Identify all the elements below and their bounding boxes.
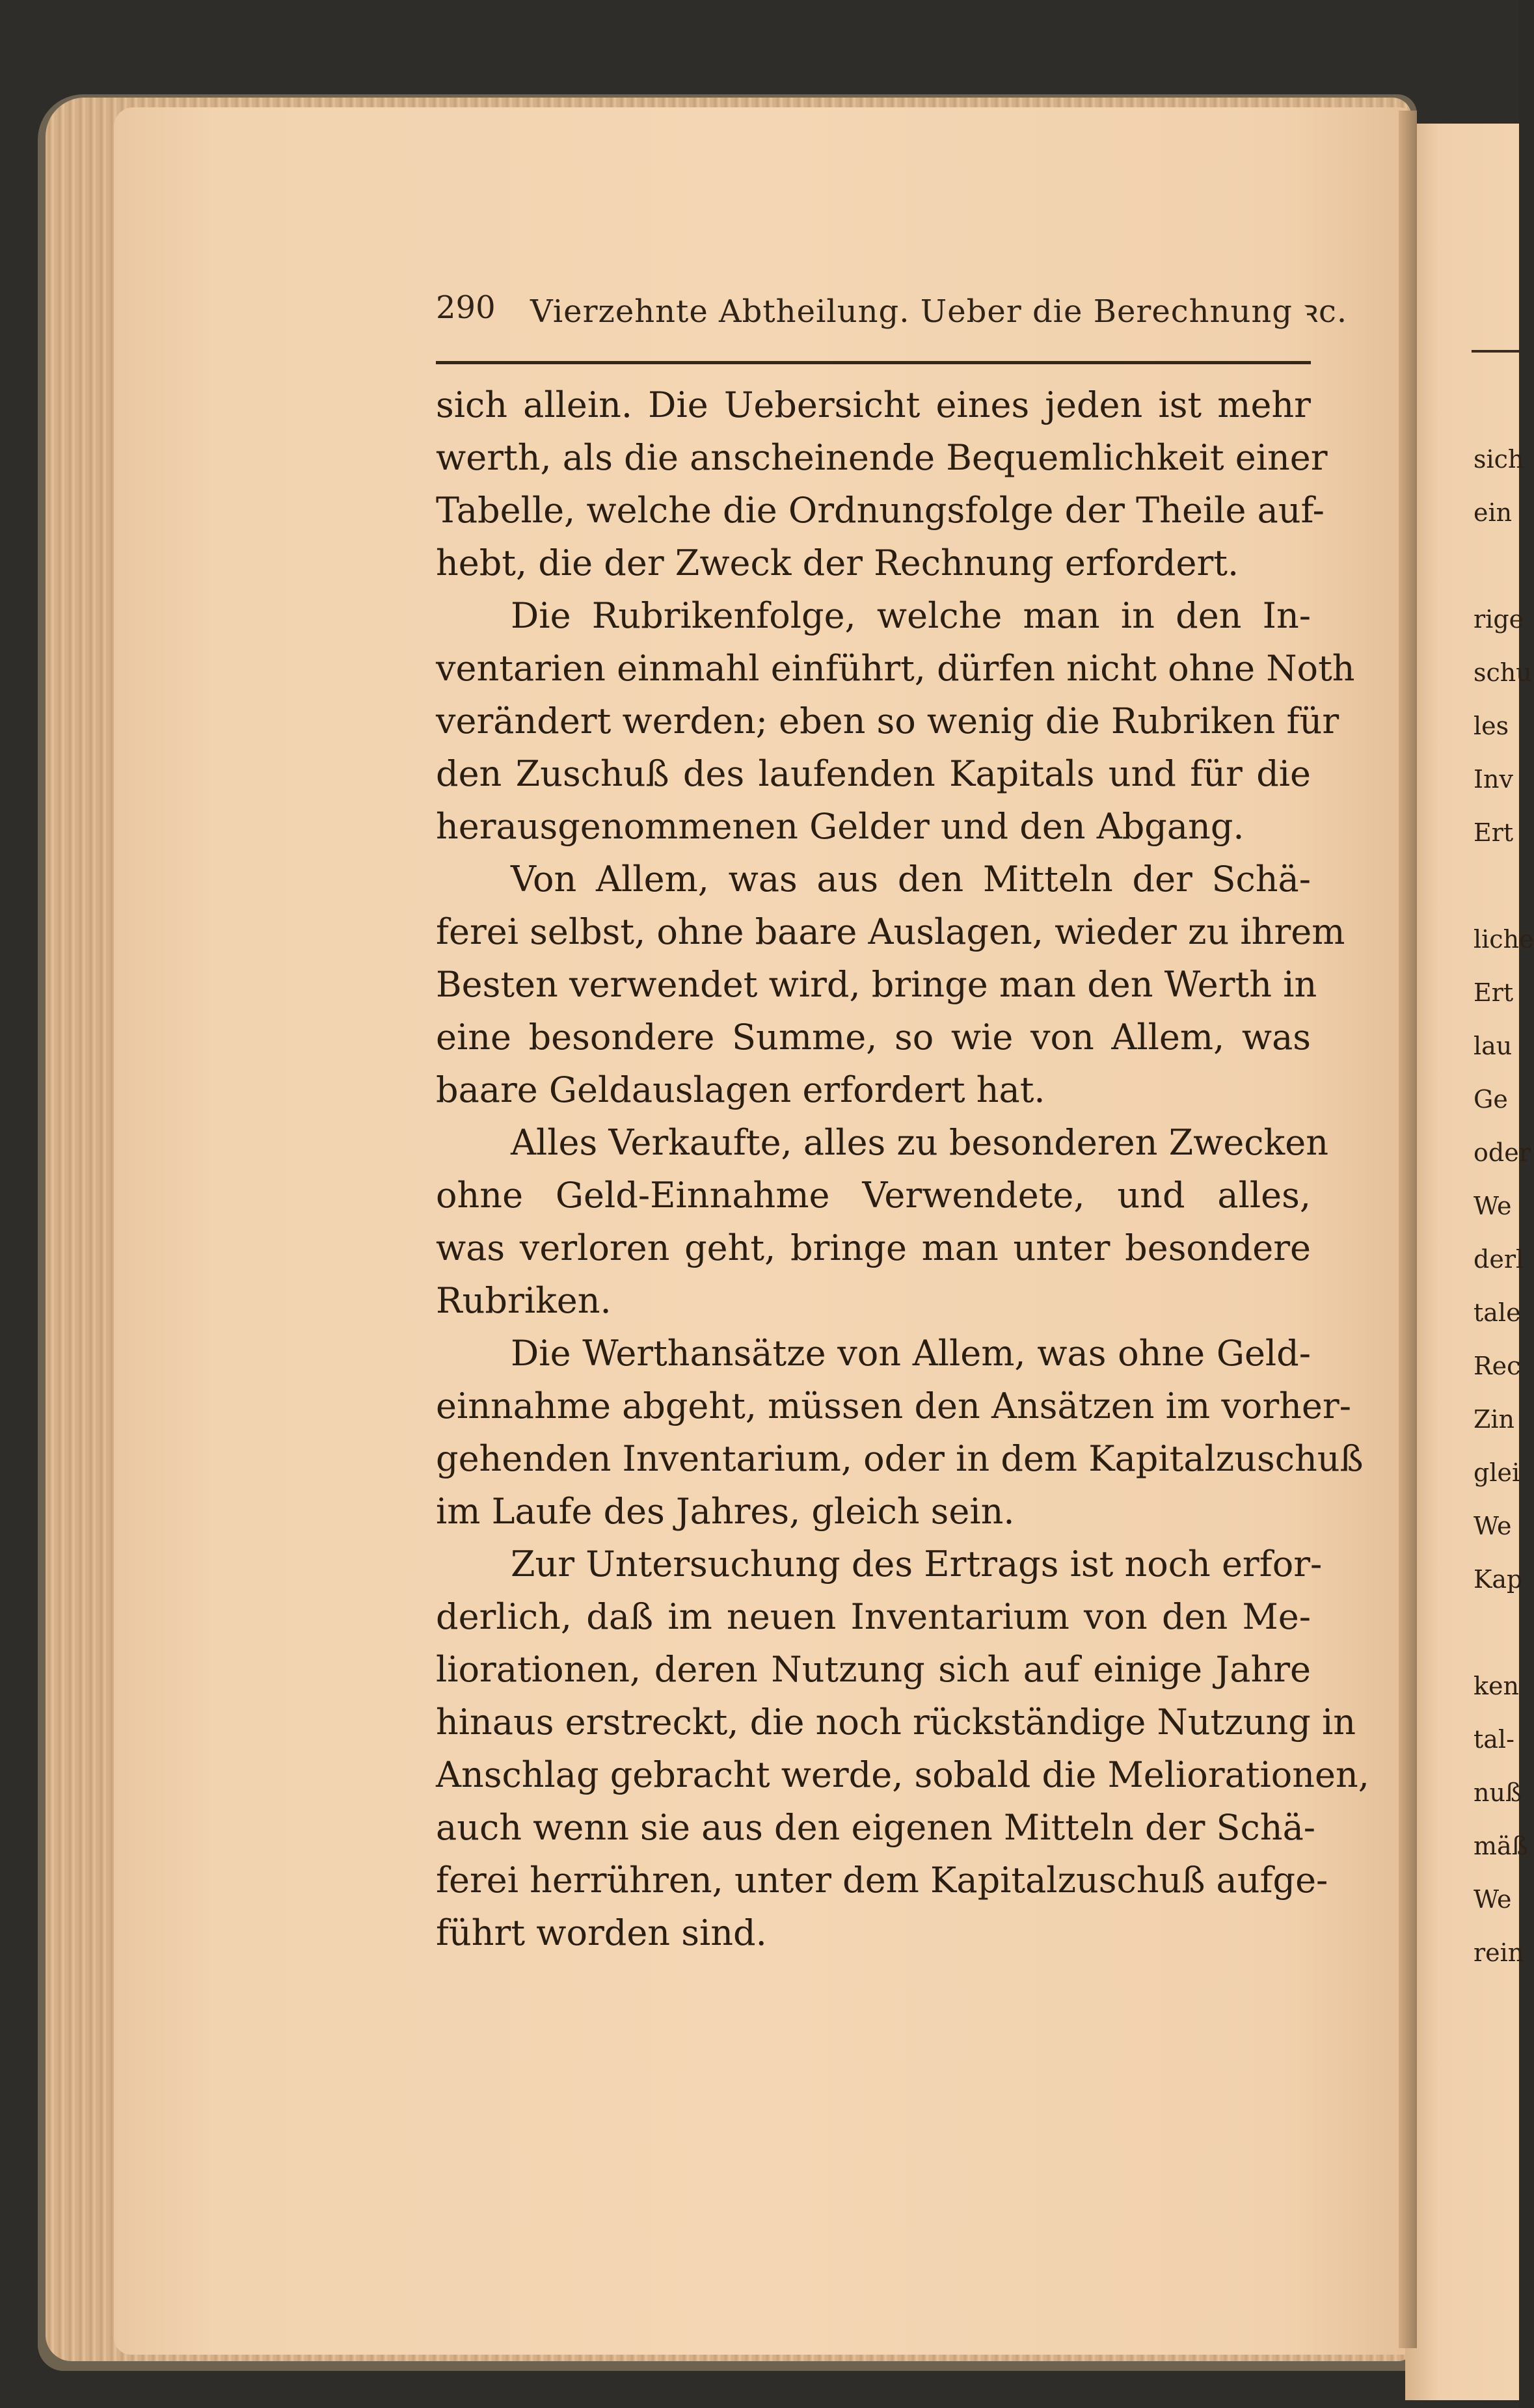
- text-line: Anschlag gebracht werde, sobald die Meliorationen,: [436, 1754, 1369, 1795]
- paragraph-first-line: Die Werthansätze von Allem, was ohne Geld-: [511, 1333, 1311, 1374]
- facing-fragment: Kap: [1473, 1565, 1523, 1594]
- header-rule: [436, 361, 1311, 364]
- text-line: ohne Geld-Einnahme Verwendete, und alles,: [436, 1175, 1311, 1216]
- text-line: einnahme abgeht, müssen den Ansätzen im vorher-: [436, 1385, 1351, 1426]
- facing-fragment: [1473, 859, 1519, 913]
- paragraph-first-line: Von Allem, was aus den Mitteln der Schä-: [511, 859, 1311, 900]
- book-gutter: [1399, 111, 1417, 2348]
- text-line: verändert werden; eben so wenig die Rubriken für: [436, 701, 1339, 742]
- text-line: Rubriken.: [436, 1280, 612, 1321]
- facing-fragment: mäß: [1473, 1832, 1529, 1860]
- text-line: hebt, die der Zweck der Rechnung erfordert.: [436, 542, 1239, 583]
- text-line: auch wenn sie aus den eigenen Mitteln der Schä-: [436, 1807, 1316, 1848]
- facing-fragment: Rec: [1473, 1352, 1521, 1380]
- text-line: den Zuschuß des laufenden Kapitals und für die: [436, 753, 1311, 794]
- text-line: herausgenommenen Gelder und den Abgang.: [436, 806, 1245, 847]
- facing-fragment: Inv: [1473, 765, 1513, 794]
- text-line: baare Geldauslagen erfordert hat.: [436, 1069, 1045, 1110]
- facing-page-rule: [1472, 350, 1519, 353]
- facing-fragment: oder: [1473, 1138, 1531, 1167]
- facing-page-fragments: [1473, 433, 1534, 1979]
- facing-fragment: schu: [1473, 658, 1532, 687]
- facing-fragment: We: [1473, 1192, 1512, 1220]
- text-line: führt worden sind.: [436, 1912, 767, 1953]
- facing-fragment: tal-: [1473, 1725, 1514, 1754]
- facing-fragment: derl: [1473, 1245, 1524, 1274]
- facing-fragment: Ert: [1473, 978, 1514, 1007]
- facing-fragment: We: [1473, 1885, 1512, 1914]
- text-line: ferei selbst, ohne baare Auslagen, wieder zu ihrem: [436, 911, 1345, 952]
- facing-fragment: liche: [1473, 925, 1534, 954]
- paragraph-first-line: Zur Untersuchung des Ertrags ist noch erfor-: [511, 1544, 1323, 1585]
- text-line: ferei herrühren, unter dem Kapitalzuschuß aufge-: [436, 1860, 1328, 1901]
- facing-fragment: rige: [1473, 605, 1524, 634]
- paragraph-first-line: Die Rubrikenfolge, welche man in den In-: [511, 595, 1311, 636]
- text-line: Besten verwendet wird, bringe man den Werth in: [436, 964, 1317, 1005]
- facing-fragment: Ert: [1473, 818, 1514, 847]
- facing-fragment: We: [1473, 1512, 1512, 1540]
- text-line: werth, als die anscheinende Bequemlichkeit einer: [436, 437, 1328, 478]
- facing-fragment: rein: [1473, 1938, 1524, 1967]
- text-line: Tabelle, welche die Ordnungsfolge der Theile auf-: [436, 490, 1325, 531]
- text-line: sich allein. Die Uebersicht eines jeden ist mehr: [436, 384, 1311, 425]
- facing-fragment: [1473, 1606, 1519, 1659]
- text-line: was verloren geht, bringe man unter besondere: [436, 1227, 1311, 1268]
- facing-fragment: tale: [1473, 1298, 1521, 1327]
- text-line: derlich, daß im neuen Inventarium von den Me-: [436, 1596, 1311, 1637]
- facing-fragment: ein: [1473, 498, 1513, 527]
- facing-fragment: ken: [1473, 1672, 1519, 1700]
- text-line: im Laufe des Jahres, gleich sein.: [436, 1491, 1015, 1532]
- text-line: liorationen, deren Nutzung sich auf einige Jahre: [436, 1649, 1311, 1690]
- facing-fragment: sich: [1473, 445, 1524, 474]
- facing-fragment: Ge: [1473, 1085, 1508, 1114]
- facing-fragment: glei: [1473, 1458, 1520, 1487]
- text-line: eine besondere Summe, so wie von Allem, was: [436, 1017, 1311, 1058]
- text-line: gehenden Inventarium, oder in dem Kapitalzuschuß: [436, 1438, 1364, 1479]
- paragraph-first-line: Alles Verkaufte, alles zu besonderen Zwecken: [511, 1122, 1328, 1163]
- running-head: [436, 289, 1348, 341]
- running-head-title: Vierzehnte Abtheilung. Ueber die Berechnung ꝛc.: [530, 293, 1348, 330]
- facing-fragment: lau: [1473, 1032, 1513, 1060]
- facing-fragment: les: [1473, 712, 1509, 740]
- facing-fragment: nuß: [1473, 1778, 1522, 1807]
- text-line: ventarien einmahl einführt, dürfen nicht ohne Noth: [436, 648, 1355, 689]
- body-text: [436, 379, 1369, 1959]
- facing-fragment: [1473, 539, 1519, 593]
- page-number: 290: [436, 289, 496, 326]
- text-line: hinaus erstreckt, die noch rückständige Nutzung in: [436, 1702, 1356, 1743]
- facing-fragment: Zin: [1473, 1405, 1515, 1434]
